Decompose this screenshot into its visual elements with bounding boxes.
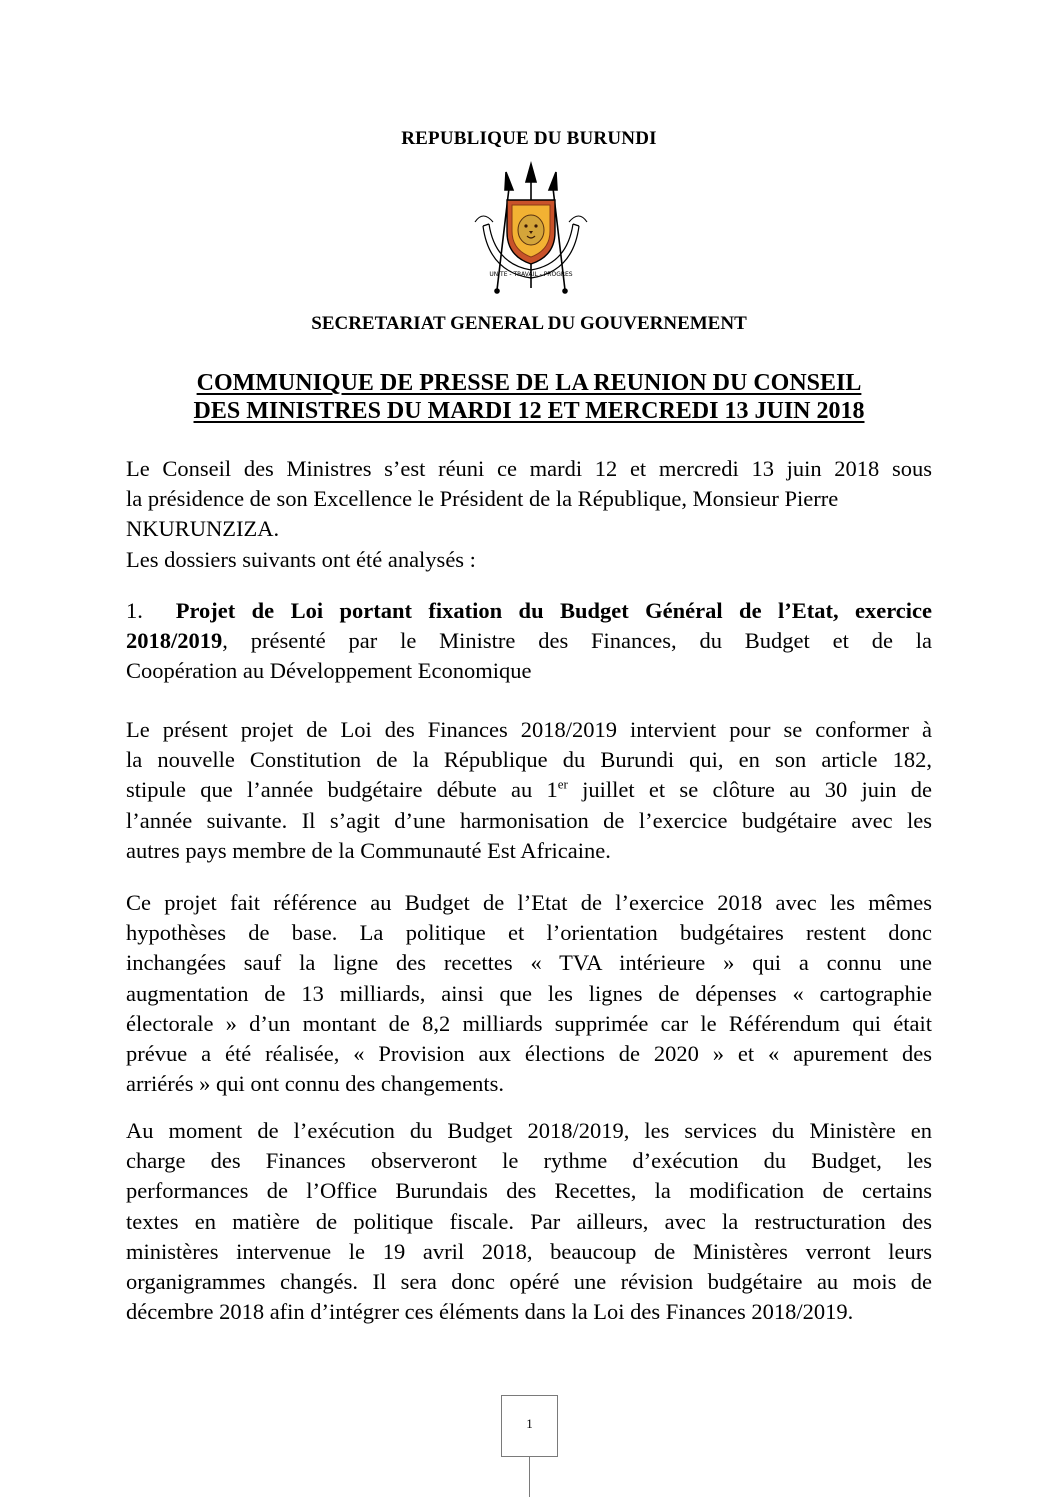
agenda-item-title: Projet de Loi portant fixation du Budget Général de l’Etat, exercice [175,598,933,623]
text-line: organigrammes changés. Il sera donc opéré une révision budgétaire au mois de [126,1269,932,1295]
text-line: charge des Finances observeront le rythme d’exécution du Budget, les [126,1148,932,1174]
text-line: la présidence de son Excellence le Président de la République, Monsieur Pierre [126,486,839,512]
page-number-box [501,1395,558,1457]
secretariat-heading: SECRETARIAT GENERAL DU GOUVERNEMENT [311,313,747,334]
text-line: hypothèses de base. La politique et l’orientation budgétaires restent donc [126,920,932,946]
text-line: autres pays membre de la Communauté Est Africaine. [126,837,611,863]
text-line: augmentation de 13 milliards, ainsi que les lignes de dépenses « cartographie [126,980,932,1006]
text-line: prévue a été réalisée, « Provision aux élections de 2020 » et « apurement des [126,1041,932,1067]
paragraph-3 [126,1116,932,1327]
agenda-item-presenter: , présenté par le Ministre des Finances, du Budget et de la [222,628,932,654]
paragraph-2 [126,888,932,1099]
text-line: performances de l’Office Burundais des Recettes, la modification de certains [126,1178,932,1204]
text-line: électorale » d’un montant de 8,2 milliards supprimée car le Référendum qui était [126,1010,932,1036]
text-line: Au moment de l’exécution du Budget 2018/2019, les services du Ministère en [126,1118,932,1143]
intro-paragraph [126,454,932,575]
agenda-item-title-line [126,596,932,626]
text-line: la nouvelle Constitution de la République du Burundi qui, en son article 182, [126,747,932,773]
text-line: NKURUNZIZA. [126,516,280,542]
agenda-item-number: 1. [126,598,143,623]
text-line: Coopération au Développement Economique [126,658,532,684]
text-line: Ce projet fait référence au Budget de l’Etat de l’exercice 2018 avec les mêmes [126,890,932,915]
emblem-motto: UNITE - TRAVAIL - PROGRES [489,271,573,278]
text-line: Le Conseil des Ministres s’est réuni ce mardi 12 et mercredi 13 juin 2018 sous [126,456,932,481]
country-heading: REPUBLIQUE DU BURUNDI [401,128,657,149]
text-line: Le présent projet de Loi des Finances 2018/2019 intervient pour se conformer à [126,717,932,742]
burundi-coat-of-arms-icon [469,160,593,300]
agenda-item-title-line [126,626,932,656]
text-line: inchangées sauf la ligne des recettes « TVA intérieure » qui a connu une [126,950,932,976]
text-line: textes en matière de politique fiscale. Par ailleurs, avec la restructuration des [126,1208,932,1234]
press-release-title-line-2: DES MINISTRES DU MARDI 12 ET MERCREDI 13 JUIN 2018 [193,398,865,424]
press-release-title-line-1: COMMUNIQUE DE PRESSE DE LA REUNION DU CONSEIL [196,370,862,396]
page-number: 1 [526,1416,533,1431]
text-line: stipule que l’année budgétaire débute au 1er juillet et se clôture au 30 juin de [126,776,932,803]
text-line: ministères intervenue le 19 avril 2018, beaucoup de Ministères verront leurs [126,1238,932,1264]
text-line: l’année suivante. Il s’agit d’une harmonisation de l’exercice budgétaire avec les [126,807,932,833]
text-line: arriérés » qui ont connu des changements. [126,1071,505,1097]
page-number-connector-line [529,1457,530,1497]
agenda-item-1 [126,596,932,687]
paragraph-1 [126,715,932,866]
text-line: Les dossiers suivants ont été analysés : [126,546,476,572]
agenda-item-title-end: 2018/2019 [126,628,223,654]
text-line: décembre 2018 afin d’intégrer ces éléments dans la Loi des Finances 2018/2019. [126,1299,854,1325]
